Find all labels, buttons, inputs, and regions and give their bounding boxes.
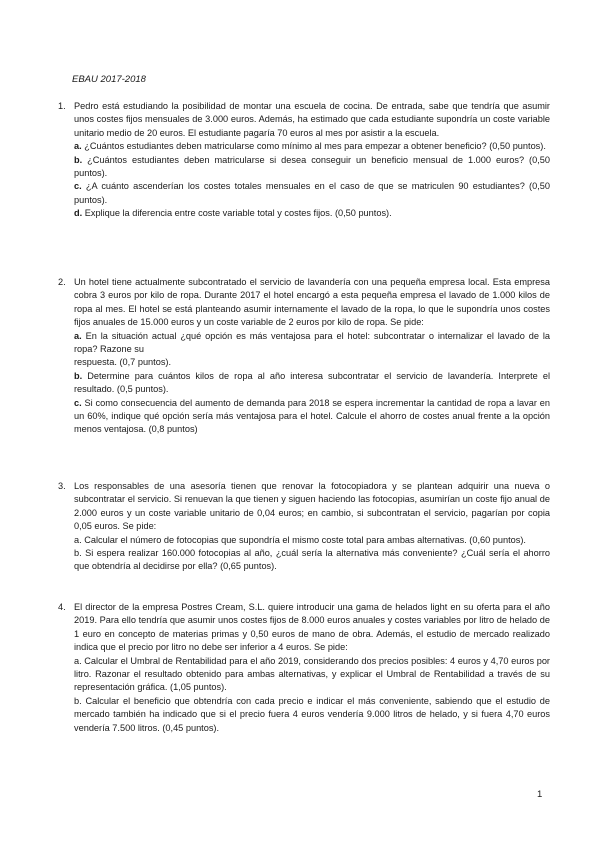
question-item-b: [74, 154, 550, 181]
question-item-b: b. Si espera realizar 160.000 fotocopias al año, ¿cuál sería la alternativa más conveniente? ¿Cuál sería el ahorro que obtendría al decidirse por ella? (0,65 puntos).: [74, 548, 550, 572]
question-3: [58, 480, 550, 574]
page-number: 1: [537, 789, 543, 800]
question-item-b: [74, 370, 550, 397]
question-item-b: b. Calcular el beneficio que obtendría con cada precio e indicar el más conveniente, sabiendo que el estudio de mercado también ha indicado que si el precio fuera 4 euros vendería 9.000 litros de helado, y si fuera 4,70 euros vendería 7.500 litros. (0,45 puntos).: [74, 695, 550, 733]
item-label: b.: [74, 370, 83, 381]
question-intro: Un hotel tiene actualmente subcontratado el servicio de lavandería con una pequeña empresa local. Esta empresa cobra 3 euros por kilo de ropa. Durante 2017 el hotel encargó a esta pequeña empresa el lavado de 1.000 kilos de ropa al mes. El hotel se está planteando asumir internamente el lavado de la ropa, lo que le supondría unos costes fijos anuales de 15.000 euros y un coste variable de 2 euros por kilo de ropa. Se pide:: [74, 277, 550, 328]
item-text: Si como consecuencia del aumento de demanda para 2018 se espera incrementar la cantidad de ropa a lavar en un 60%, indique qué opción sería más ventajosa para el hotel. Calcule el ahorro de costes anual frente a la opción menos ventajosa. (0,8 puntos): [74, 397, 550, 435]
item-label: d.: [74, 208, 83, 219]
item-label: c.: [74, 397, 82, 408]
item-label: a.: [74, 330, 82, 341]
question-number: 3.: [58, 481, 66, 491]
item-text: respuesta. (0,7 puntos).: [74, 357, 172, 368]
item-text: ¿Cuántos estudiantes deben matricularse como mínimo al mes para empezar a obtener beneficio? (0,50 puntos).: [81, 141, 546, 152]
question-item-a: a. Calcular el número de fotocopias que supondría el mismo coste total para ambas alternativas. (0,60 puntos).: [74, 534, 526, 545]
question-item-c: [74, 397, 550, 437]
question-intro: Pedro está estudiando la posibilidad de montar una escuela de cocina. De entrada, sabe que tendría que asumir unos costes fijos mensuales de 3.000 euros. Además, ha estimado que cada estudiante supondría un coste variable unitario medio de 20 euros. El estudiante pagaría 70 euros al mes por asistir a la escuela.: [74, 101, 550, 138]
question-1: [58, 100, 550, 221]
item-text: Explique la diferencia entre coste variable total y costes fijos. (0,50 puntos).: [82, 208, 392, 219]
question-2: [58, 276, 550, 437]
exam-header: EBAU 2017-2018: [72, 74, 146, 85]
question-item-c: [74, 180, 550, 207]
item-text: ¿Cuántos estudiantes deben matricularse si desea conseguir un beneficio mensual de 1.000 euros? (0,50 puntos).: [74, 154, 550, 179]
question-item-a: [74, 330, 550, 357]
question-item-a-continued: [74, 356, 550, 369]
question-item-a: [74, 140, 550, 153]
item-text: ¿A cuánto ascenderían los costes totales mensuales en el caso de que se matriculen 90 estudiantes? (0,50 puntos).: [74, 181, 550, 205]
item-label: b.: [74, 154, 83, 165]
item-label: c.: [74, 181, 82, 192]
question-item-a: a. Calcular el Umbral de Rentabilidad para el año 2019, considerando dos precios posibles: 4 euros y 4,70 euros por litro. Razonar el resultado obtenido para ambas alternativas, y explicar el Umbral de Rentabilidad a través de su representación gráfica. (1,05 puntos).: [74, 655, 550, 693]
question-number: 1.: [58, 101, 66, 111]
item-label: a.: [74, 141, 82, 152]
question-4: [58, 601, 550, 735]
item-text: En la situación actual ¿qué opción es más ventajosa para el hotel: subcontratar o internalizar el lavado de la ropa? Razone su: [74, 330, 550, 355]
question-number: 2.: [58, 277, 66, 287]
question-number: 4.: [58, 602, 66, 612]
question-item-d: [74, 207, 550, 220]
item-text: Determine para cuántos kilos de ropa al año interesa subcontratar el servicio de lavandería. Interprete el resultado. (0,5 puntos).: [74, 370, 550, 395]
question-intro: Los responsables de una asesoría tienen que renovar la fotocopiadora y se plantean adquirir una nueva o subcontratar el servicio. Si renuevan la que tienen y siguen haciendo las fotocopias, asumirían un coste fijo anual de 2.000 euros y un coste variable unitario de 0,04 euros; en cambio, si subcontratan el servicio, pagarían por copia 0,05 euros. Se pide:: [74, 481, 550, 532]
question-intro: El director de la empresa Postres Cream, S.L. quiere introducir una gama de helados light en su oferta para el año 2019. Para ello tendría que asumir unos costes fijos de 8.000 euros anuales y costes variables por litro de helado de 1 euro en concepto de materias primas y 0,50 euros de mano de obra. Además, el estudio de mercado realizado indica que el precio por litro no debe ser inferior a 4 euros. Se pide:: [74, 602, 550, 653]
